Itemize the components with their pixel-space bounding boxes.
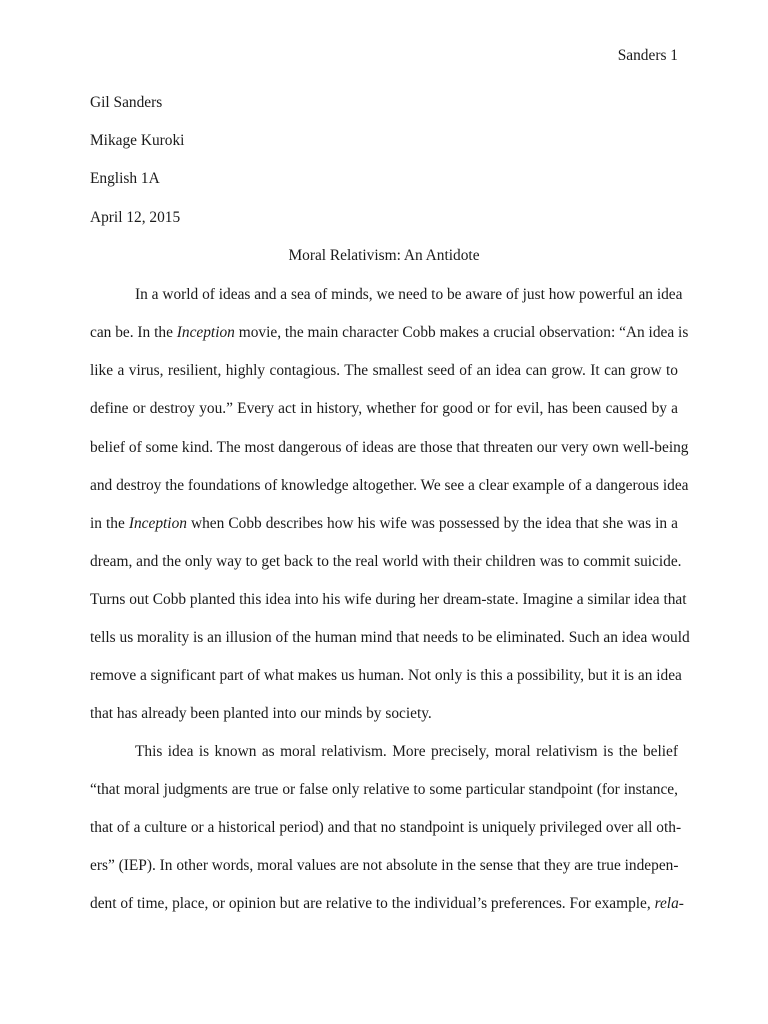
- paragraph-2-line-4: ers” (IEP). In other words, moral values are not absolute in the sense that they are true indepen-: [90, 857, 679, 874]
- paragraph-1-line-10: tells us morality is an illusion of the human mind that needs to be eliminated. Such an idea would: [90, 629, 690, 646]
- paragraph-2-line-2: “that moral judgments are true or false only relative to some particular standpoint (for instance,: [90, 781, 678, 798]
- paragraph-2-line-3: that of a culture or a historical period) and that no standpoint is uniquely privileged over all oth-: [90, 819, 682, 836]
- paragraph-1-line-6: and destroy the foundations of knowledge altogether. We see a clear example of a dangerous idea: [90, 477, 689, 494]
- paragraph-1-line-5: belief of some kind. The most dangerous of ideas are those that threaten our very own well-being: [90, 439, 689, 456]
- essay-title: Moral Relativism: An Antidote: [288, 247, 480, 264]
- paragraph-1-line-3: like a virus, resilient, highly contagious. The smallest seed of an idea can grow. It can grow to: [90, 362, 678, 379]
- paragraph-1-line-2: can be. In the Inception movie, the main character Cobb makes a crucial observation: “An idea is: [90, 324, 689, 341]
- paragraph-2-line-5: dent of time, place, or opinion but are relative to the individual’s preferences. For example, rela-: [90, 895, 684, 912]
- paragraph-1-line-9: Turns out Cobb planted this idea into his wife during her dream-state. Imagine a similar idea that: [90, 591, 687, 608]
- course-name: English 1A: [90, 170, 160, 187]
- film-title: Inception: [176, 324, 235, 341]
- paragraph-1-line-4: define or destroy you.” Every act in history, whether for good or for evil, has been caused by a: [90, 400, 678, 417]
- paragraph-1-line-7: in the Inception when Cobb describes how his wife was possessed by the idea that she was in a: [90, 515, 678, 532]
- emphasized-word: rela-: [654, 895, 684, 912]
- film-title: Inception: [128, 515, 187, 532]
- paragraph-1-line-11: remove a significant part of what makes us human. Not only is this a possibility, but it is an idea: [90, 667, 682, 684]
- author-name: Gil Sanders: [90, 94, 163, 111]
- paragraph-1-line-8: dream, and the only way to get back to the real world with their children was to commit suicide.: [90, 553, 682, 570]
- essay-date: April 12, 2015: [90, 209, 181, 226]
- instructor-name: Mikage Kuroki: [90, 132, 185, 149]
- running-head: Sanders 1: [617, 47, 678, 64]
- paragraph-1-line-1: In a world of ideas and a sea of minds, we need to be aware of just how powerful an idea: [135, 286, 683, 303]
- paragraph-1-line-12: that has already been planted into our minds by society.: [90, 705, 432, 722]
- paragraph-2-line-1: This idea is known as moral relativism. More precisely, moral relativism is the belief: [135, 743, 678, 760]
